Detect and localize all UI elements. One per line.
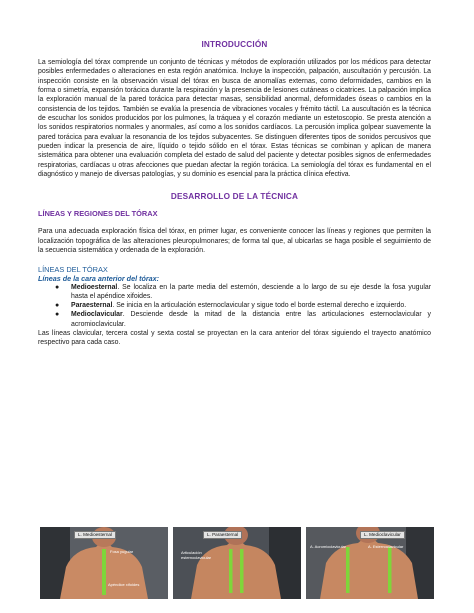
regions-subheading: LÍNEAS Y REGIONES DEL TÓRAX — [38, 209, 158, 219]
lines-closing: Las líneas clavicular, tercera costal y sexta costal se proyectan en la cara anterior del tórax siguiendo el trayecto anatómico respectivo para cada caso. — [38, 329, 431, 347]
technique-heading: DESARROLLO DE LA TÉCNICA — [170, 192, 299, 202]
figure-tag: Apéndice xifoides — [108, 582, 140, 587]
figure-tag: Fosa yugular — [110, 549, 134, 554]
figure-strip — [40, 527, 434, 599]
bullet-icon: ● — [55, 311, 60, 319]
figure-medioesternal — [40, 527, 168, 599]
figure-medioclavicular — [306, 527, 434, 599]
figure-label: L. Medioclavicular — [360, 531, 405, 539]
lines-heading: LÍNEAS DEL TÓRAX — [38, 264, 108, 274]
list-item: ● Medioclavicular. Desciende desde la mitad de la distancia entre las articulaciones esternoclavicular y acromioclavicular. — [55, 311, 431, 328]
figure-tag: esternoclavicular — [181, 555, 212, 560]
document-page — [38, 40, 431, 348]
figure-label: L. Paraesternal — [203, 531, 242, 539]
figure-tag: A. Acromioclavicular — [310, 544, 347, 549]
figure-tag: Articulación — [181, 550, 202, 555]
list-item: ● Paraesternal. Se inicia en la articulación esternoclavicular y sigue todo el borde esternal derecho e izquierdo. — [55, 302, 407, 310]
list-item: ● Medioesternal. Se localiza en la parte media del esternón, desciende a lo largo de su eje desde la fosa yugular hasta el apéndice xifoides. — [55, 283, 431, 300]
lines-list — [38, 283, 431, 329]
figure-tag: A. Esternoclavicular — [368, 544, 404, 549]
intro-paragraph: La semiología del tórax comprende un conjunto de técnicas y métodos de exploración utilizados por los médicos para detectar posibles enfermedades o alteraciones en esta región anatómica. Incluye la inspección, palpación, auscultación y percusión. La inspección consiste en la observación visual del tórax en busca de anomalías externas, como deformidades, cambios en la forma o simetría, expansión torácica durante la respiración y la presencia de lesiones cutáneas o cicatrices. La palpación implica la exploración manual de la pared torácica para detectar masas, sensibilidad anormal, deformidades óseas o cambios en la consistencia de los tejidos. También se evalúa la presencia de vibraciones vocales y frémito táctil. La auscultación es la técnica de escuchar los sonidos producidos por los pulmones, la tráquea y el corazón mediante un estetoscopio. Se presta atención a los sonidos respiratorios normales y anormales, así como a los sonidos cardíacos. La percusión implica golpear suavemente la pared torácica para evaluar la resonancia de los tejidos subyacentes. Se distinguen diferentes tipos de sonidos percusivos que pueden indicar la presencia de aire, líquido o tejido sólido en el tórax. Estas técnicas se combinan y aplican de manera sistemática para obtener una evaluación completa del estado de salud del paciente y detectar posibles signos de enfermedades respiratorias, cardíacas u otras afecciones que puedan afectar la región torácica. La semiología del tórax es fundamental en el diagnóstico y manejo de diversas patologías, y su dominio es esencial para la práctica clínica efectiva. — [38, 59, 431, 179]
intro-heading: INTRODUCCIÓN — [201, 40, 268, 49]
figure-paraesternal — [173, 527, 301, 599]
figure-label: L. Medioesternal — [74, 531, 116, 539]
lines-subheading: Líneas de la cara anterior del tórax: — [38, 273, 160, 283]
bullet-icon: ● — [55, 302, 60, 310]
bullet-icon: ● — [55, 283, 60, 291]
regions-paragraph: Para una adecuada exploración física del tórax, en primer lugar, es conveniente conocer las líneas y regiones que permiten la localización topográfica de las alteraciones pleuropulmonares; de forma tal que, al ubicarlas se haga posible el seguimiento de la secuencia sistemática y ordenada de la exploración. — [38, 228, 431, 255]
